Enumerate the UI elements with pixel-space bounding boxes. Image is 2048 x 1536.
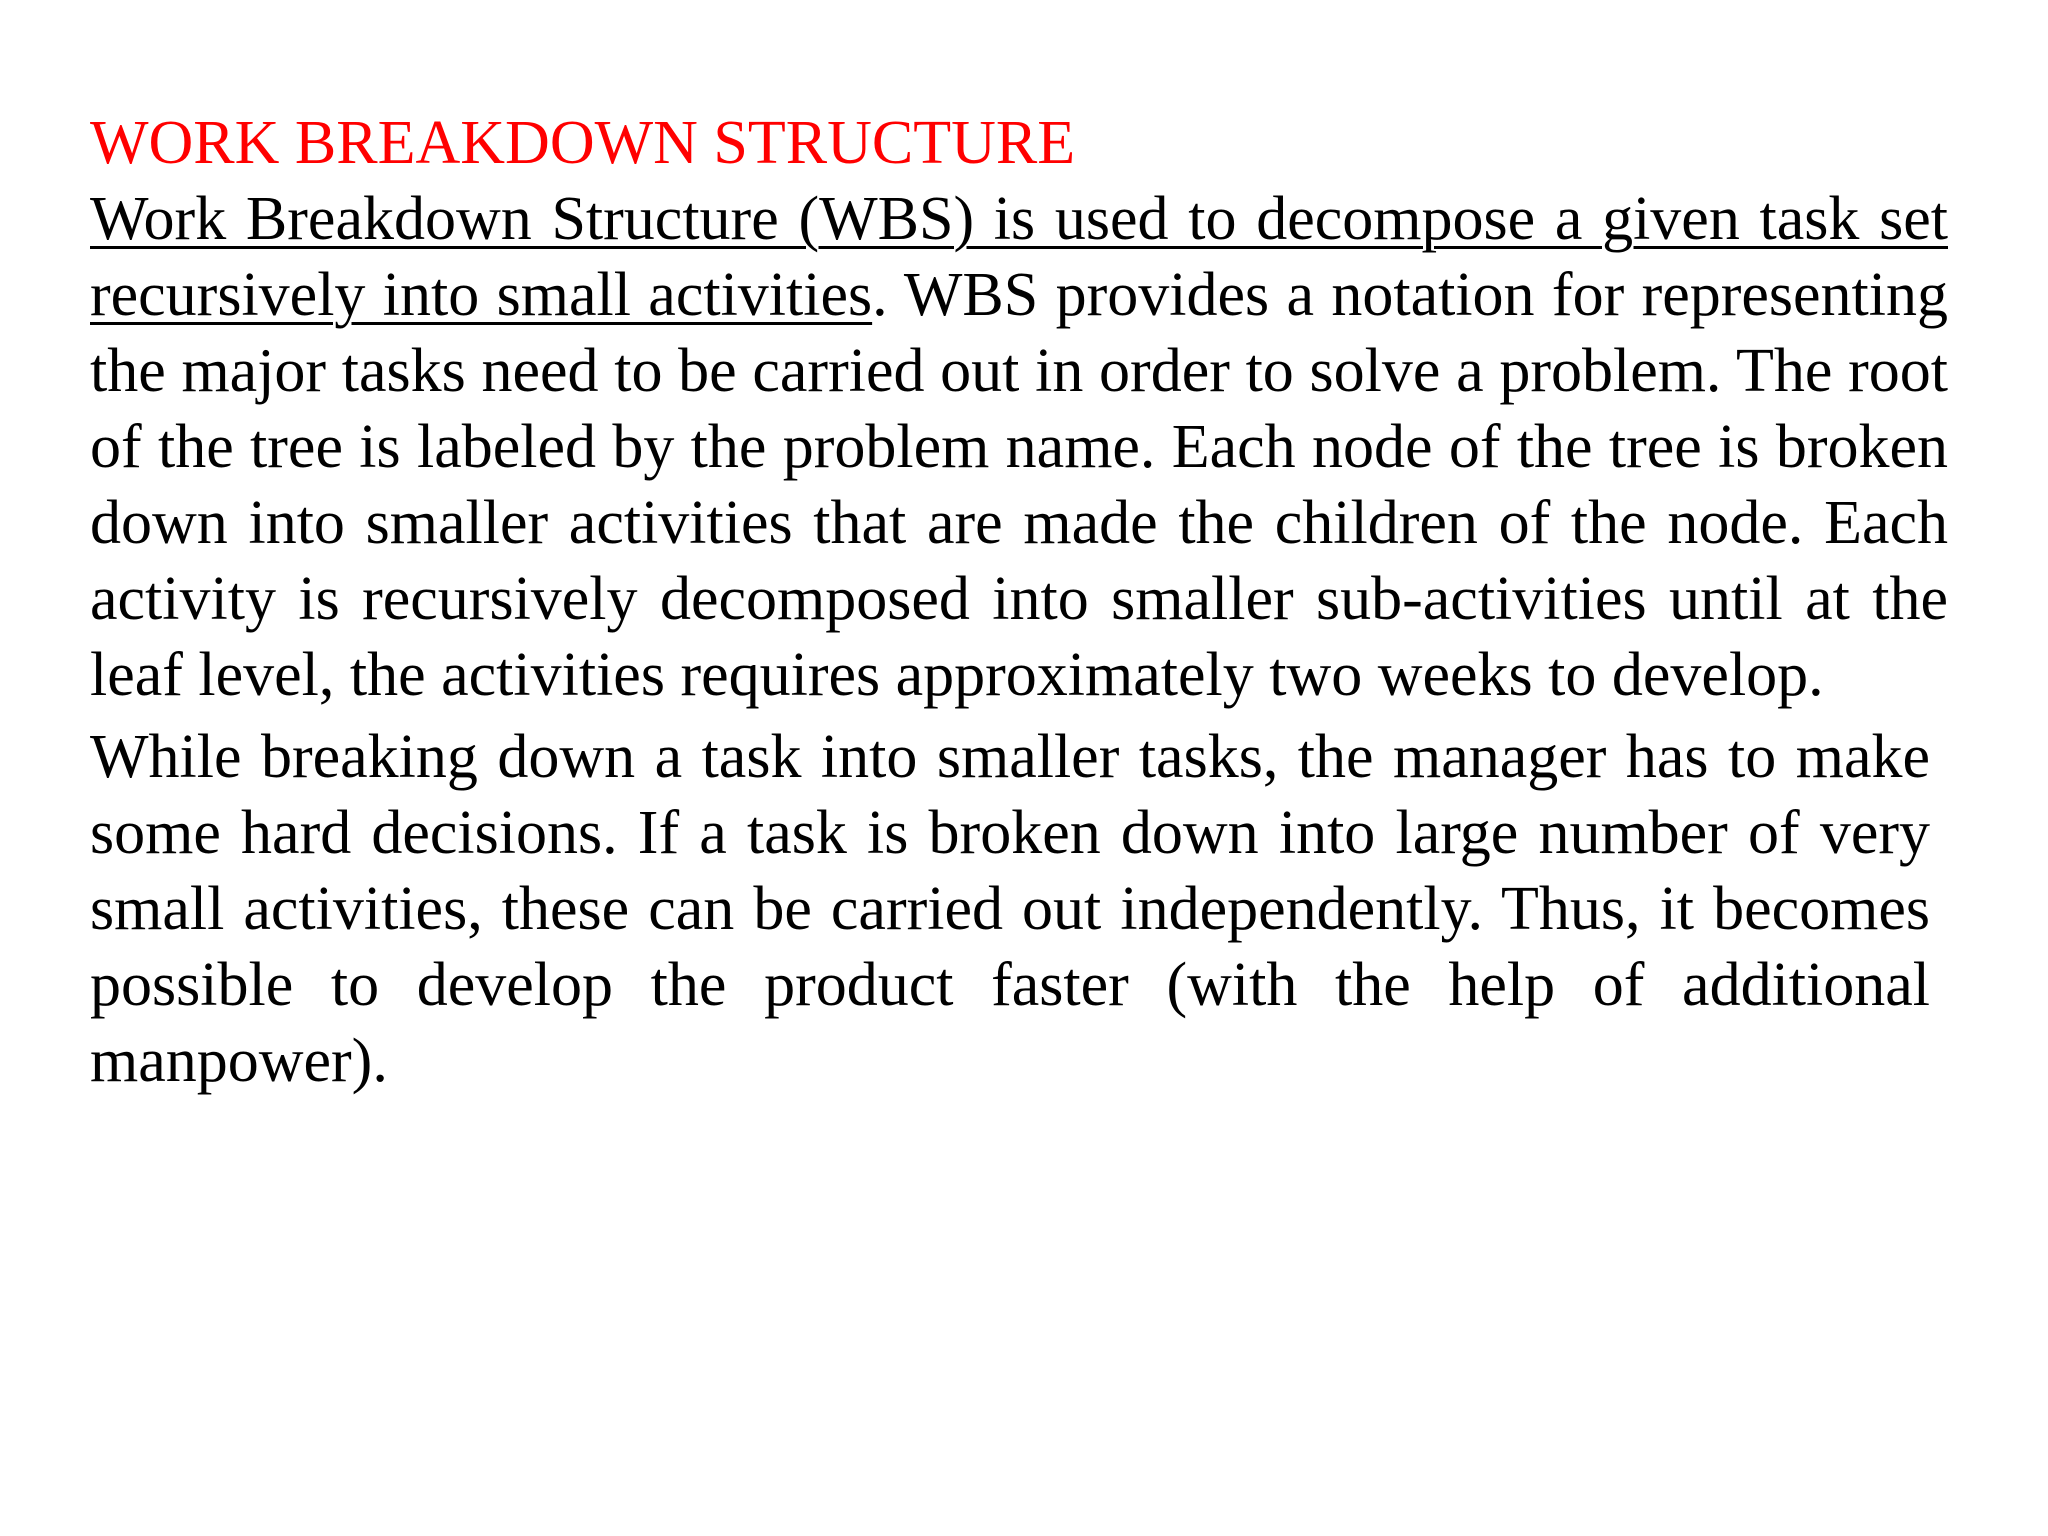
definition-continuation: . WBS provides a notation for representing the major tasks need to be carried out in order to solve a problem. The root of the tree is labeled by the problem name. Each node of the tree is broken down into smaller activities that are made the children of the node. Each activity is recursively decomposed into smaller sub-activities until at the leaf level, the activities requires approximately two weeks to develop. [90,261,1949,709]
paragraph-decomposition-decisions: While breaking down a task into smaller tasks, the manager has to make some hard decisions. If a task is broken down into large number of very small activities, these can be carried out independently. Thus, it becomes possible to develop the product faster (with the help of additional manpower). [90,723,1930,1095]
slide-content [90,105,1948,1099]
slide-title: WORK BREAKDOWN STRUCTURE [90,109,1076,177]
paragraph-wbs-definition [90,181,1948,713]
underlined-definition: Work Breakdown Structure (WBS) is used to decompose a given task set recursively into small activities [90,185,1948,329]
